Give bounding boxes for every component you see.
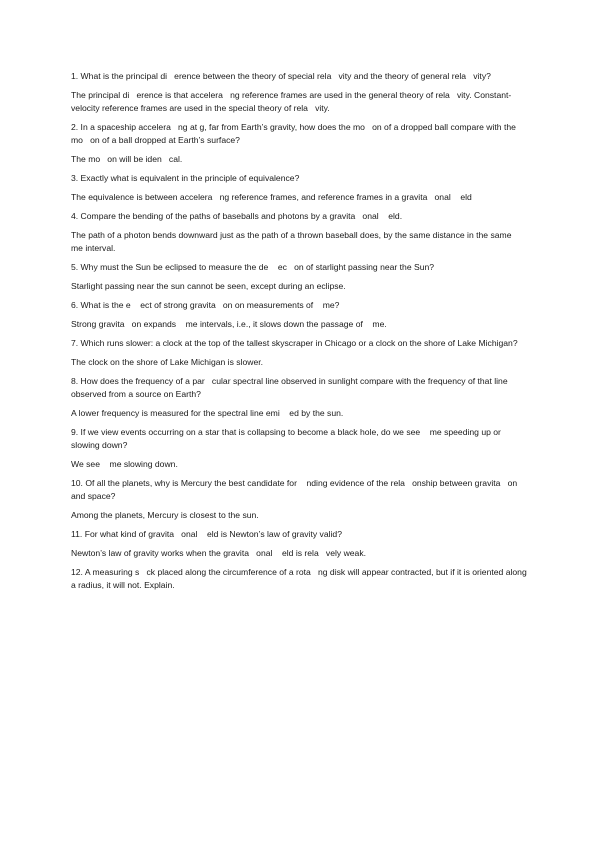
- answer-9: We see me slowing down.: [71, 459, 178, 469]
- qa-item-5: [71, 261, 528, 293]
- qa-item-6: [71, 299, 528, 331]
- qa-item-1: [71, 70, 528, 115]
- answer-8: A lower frequency is measured for the spectral line emi ed by the sun.: [71, 408, 344, 418]
- qa-item-9: [71, 426, 528, 471]
- question-8: 8. How does the frequency of a par cular spectral line observed in sunlight compare with the frequency of that line observed from a source on Earth?: [71, 376, 511, 399]
- answer-7: The clock on the shore of Lake Michigan is slower.: [71, 357, 264, 367]
- qa-item-3: [71, 172, 528, 204]
- answer-1: The principal di erence is that accelera ng reference frames are used in the general theory of rela vity. Constant-velocity reference frames are used in the special theory of rela vity.: [71, 90, 512, 113]
- answer-3: The equivalence is between accelera ng reference frames, and reference frames in a gravita onal eld: [71, 192, 472, 202]
- answer-10: Among the planets, Mercury is closest to the sun.: [71, 510, 259, 520]
- answer-6: Strong gravita on expands me intervals, i.e., it slows down the passage of me.: [71, 319, 387, 329]
- answer-4: The path of a photon bends downward just as the path of a thrown baseball does, by the same distance in the same me interval.: [71, 230, 522, 253]
- question-3: 3. Exactly what is equivalent in the principle of equivalence?: [71, 173, 300, 183]
- question-1: 1. What is the principal di erence between the theory of special rela vity and the theory of general rela vity?: [71, 71, 491, 81]
- qa-item-4: [71, 210, 528, 255]
- question-7: 7. Which runs slower: a clock at the top of the tallest skyscraper in Chicago or a clock on the shore of Lake Michigan?: [71, 338, 518, 348]
- answer-11: Newton’s law of gravity works when the gravita onal eld is rela vely weak.: [71, 548, 367, 558]
- qa-item-11: [71, 528, 528, 560]
- question-9: 9. If we view events occurring on a star that is collapsing to become a black hole, do we see me speeding up or slowing down?: [71, 427, 504, 450]
- question-2: 2. In a spaceship accelera ng at g, far from Earth’s gravity, how does the mo on of a dropped ball compare with the mo on of a ball dropped at Earth’s surface?: [71, 122, 519, 145]
- question-5: 5. Why must the Sun be eclipsed to measure the de ec on of starlight passing near the Sun?: [71, 262, 435, 272]
- question-4: 4. Compare the bending of the paths of baseballs and photons by a gravita onal eld.: [71, 211, 403, 221]
- answer-2: The mo on will be iden cal.: [71, 154, 183, 164]
- qa-item-8: [71, 375, 528, 420]
- document-page: [71, 70, 528, 598]
- question-12: 12. A measuring s ck placed along the circumference of a rota ng disk will appear contracted, but if it is oriented along a radius, it will not. Explain.: [71, 567, 530, 590]
- qa-item-7: [71, 337, 528, 369]
- answer-5: Starlight passing near the sun cannot be seen, except during an eclipse.: [71, 281, 346, 291]
- qa-item-2: [71, 121, 528, 166]
- qa-item-12: [71, 566, 528, 592]
- qa-item-10: [71, 477, 528, 522]
- question-10: 10. Of all the planets, why is Mercury the best candidate for nding evidence of the rela onship between gravita on and space?: [71, 478, 520, 501]
- question-11: 11. For what kind of gravita onal eld is Newton’s law of gravity valid?: [71, 529, 342, 539]
- question-6: 6. What is the e ect of strong gravita on on measurements of me?: [71, 300, 340, 310]
